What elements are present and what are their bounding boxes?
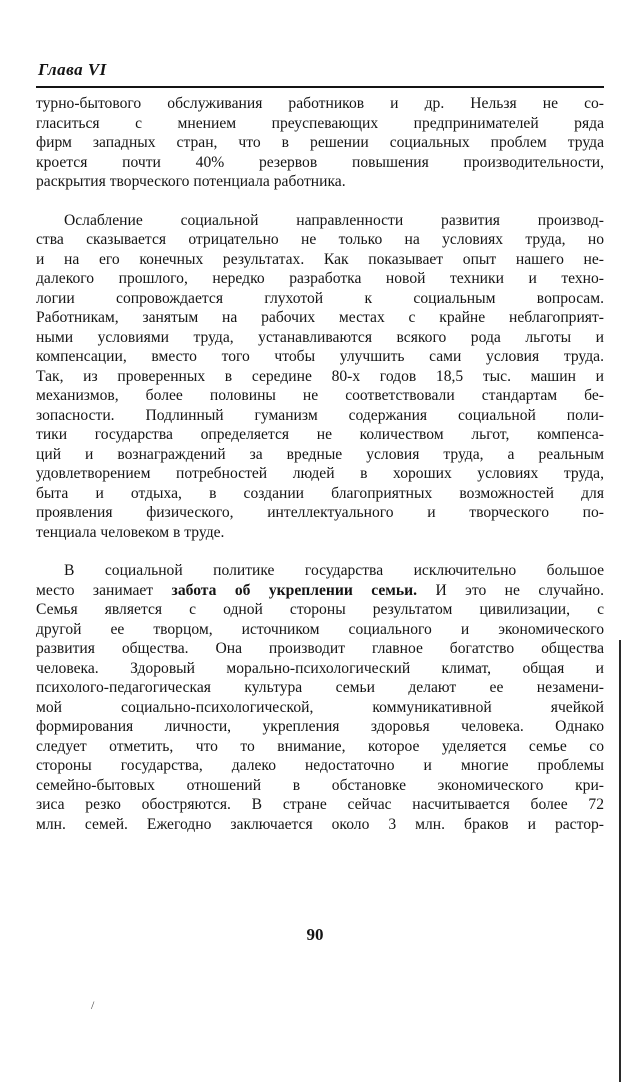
text-line: фирм западных стран, что в решении социальных проблем труда	[36, 134, 604, 151]
paragraph-gap	[36, 192, 604, 211]
text-line: быта и отдыха, в создании благоприятных возможностей для	[36, 484, 604, 502]
text-line: кроется почти 40% резервов повышения производительности,	[36, 153, 604, 171]
text-line: тенциала человеком в труде.	[36, 523, 225, 541]
text-line: семейно-бытовых отношений в обстановке экономического кри-	[36, 776, 604, 794]
text-line: далекого прошлого, нередко разработка новой техники и техно-	[36, 270, 604, 287]
text-line: логии сопровождается глухотой к социальным вопросам.	[36, 289, 604, 307]
page-edge-line	[619, 640, 621, 1082]
text-line: и на его конечных результатах. Как показывает опыт нашего не-	[36, 250, 604, 268]
emphasis-text: забота об укреплении семьи.	[171, 581, 418, 599]
text-line: ций и вознаграждений за вредные условия труда, а реальным	[36, 445, 604, 463]
text-line: зиса резко обостряются. В стране сейчас насчитывается более 72	[36, 796, 604, 813]
text-line: Ослабление социальной направленности развития производ-	[64, 211, 604, 229]
text-run: И это не случайно.	[435, 581, 605, 599]
text-line: следует отметить, что то внимание, которое уделяется семье со	[36, 737, 604, 755]
text-line: Так, из проверенных в середине 80-х годов 18,5 тыс. машин и	[36, 367, 604, 385]
text-line: другой ее творцом, источником социального и экономического	[36, 620, 604, 638]
text-line: млн. семей. Ежегодно заключается около 3 млн. браков и растор-	[36, 815, 604, 833]
text-line: развития общества. Она производит главное богатство общества	[36, 640, 604, 657]
header-rule	[36, 86, 604, 88]
text-line: проявления физического, интеллектуального и творческого по-	[36, 504, 604, 521]
text-line: В социальной политике государства исключительно большое	[64, 562, 604, 579]
text-line: человека. Здоровый морально-психологический климат, общая и	[36, 659, 604, 677]
text-line: психолого-педагогическая культура семьи делают ее незамени-	[36, 679, 604, 696]
text-line: мой социально-психологической, коммуникативной ячейкой	[36, 698, 604, 716]
text-line: механизмов, более половины не соответствовали стандартам бе-	[36, 387, 604, 404]
text-line: Семья является с одной стороны результатом цивилизации, с	[36, 601, 604, 618]
text-line: Работникам, занятым на рабочих местах с крайне неблагоприят-	[36, 309, 604, 326]
text-line-mixed	[36, 581, 604, 601]
text-line: зопасности. Подлинный гуманизм содержания социальной поли-	[36, 406, 604, 424]
page-number: 90	[306, 925, 324, 944]
text-line: удовлетворением потребностей людей в хороших условиях труда,	[36, 465, 604, 482]
paragraph-gap	[36, 542, 604, 561]
text-line: компенсации, вместо того чтобы улучшить сами условия труда.	[36, 348, 604, 365]
text-line: ства сказывается отрицательно не только на условиях труда, но	[36, 231, 604, 248]
text-line: раскрытия творческого потенциала работника.	[36, 173, 346, 190]
text-line: стороны государства, далеко недостаточно и многие проблемы	[36, 757, 604, 774]
text-line: формирования личности, укрепления здоровья человека. Однако	[36, 718, 604, 735]
body-text	[36, 94, 604, 834]
text-run: место занимает	[36, 581, 154, 599]
chapter-header: Глава VI	[38, 60, 107, 79]
margin-mark: /	[91, 998, 95, 1012]
text-line: гласиться с мнением преуспевающих предпринимателей ряда	[36, 114, 604, 132]
text-line: турно-бытового обслуживания работников и др. Нельзя не со-	[36, 95, 604, 112]
text-line: ными условиями труда, устанавливаются всякого рода льготы и	[36, 328, 604, 346]
text-line: тики государства определяется не количеством льгот, компенса-	[36, 426, 604, 443]
